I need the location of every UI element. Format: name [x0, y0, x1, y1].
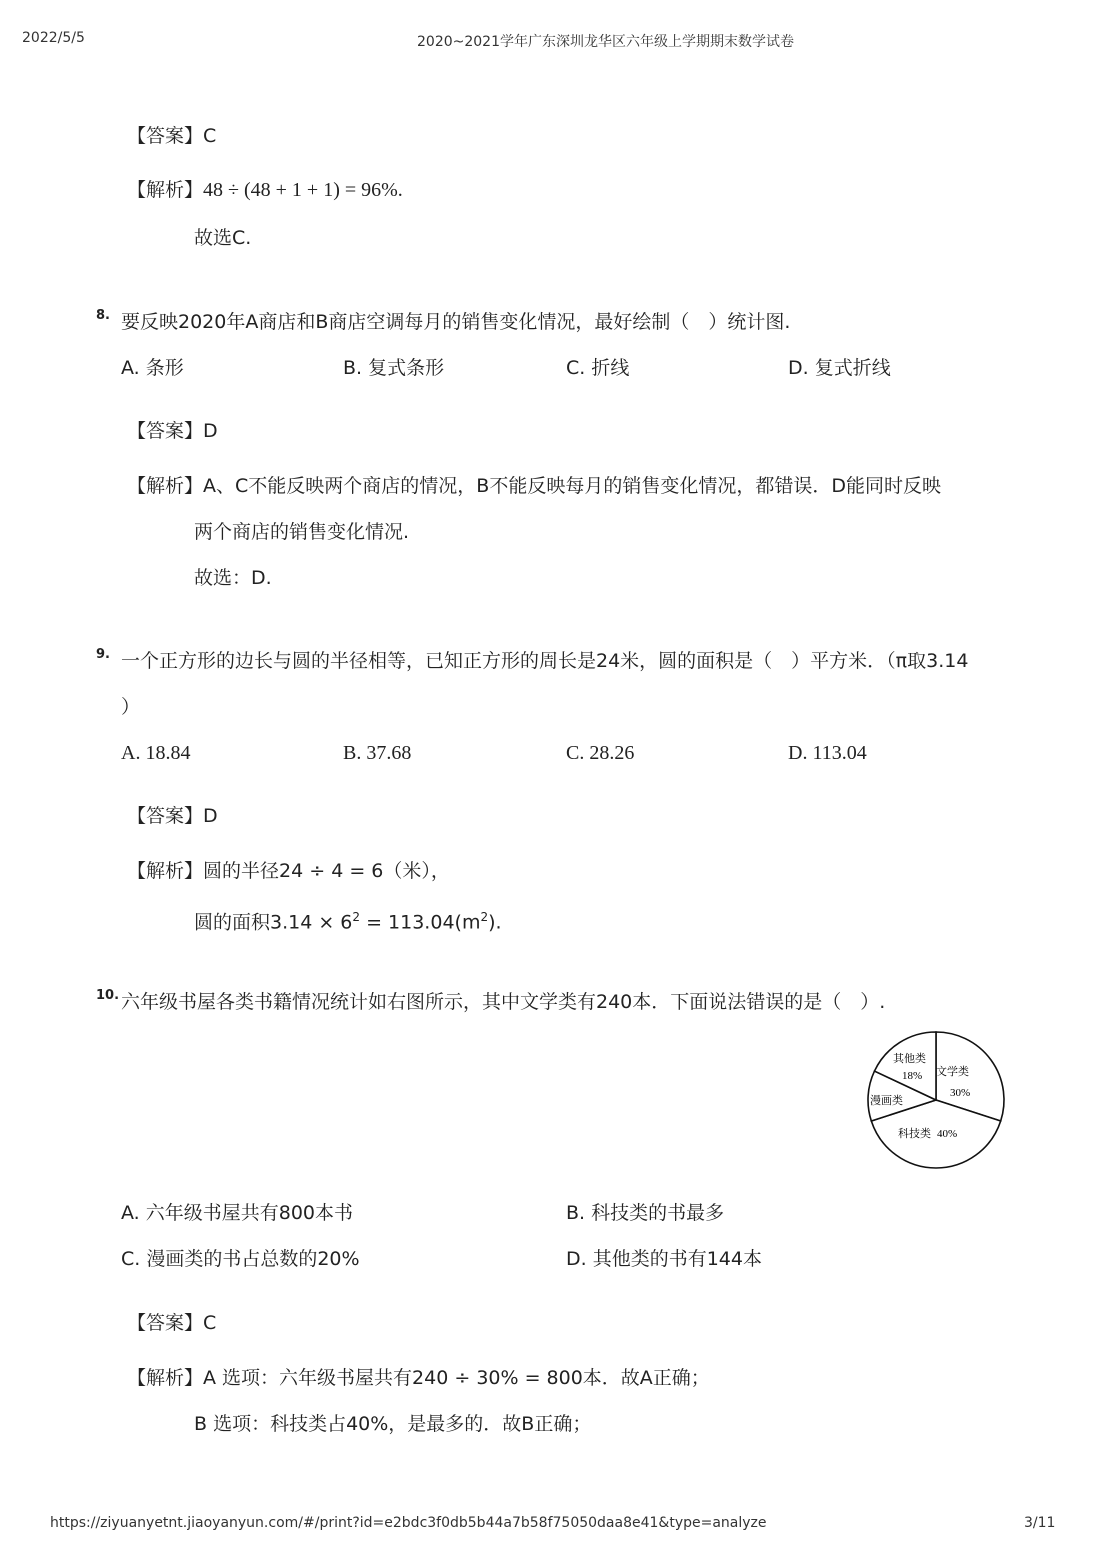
answer-value: D: [203, 805, 218, 827]
formula-part: ).: [488, 911, 502, 934]
q10-answer: [127, 1311, 216, 1335]
pie-label-qita: 其他类: [893, 1052, 926, 1065]
analysis-label: 【解析】: [127, 1367, 204, 1389]
formula-part: = 113.04(m: [360, 911, 481, 934]
q9-stem: 一个正方形的边长与圆的半径相等，已知正方形的周长是24米，圆的面积是（ ）平方米．（π取3.14: [121, 650, 969, 672]
q10-option-d: D. 其他类的书有144本: [566, 1248, 762, 1270]
answer-label: 【答案】: [127, 125, 204, 147]
analysis-text: A 选项：六年级书屋共有240 ÷ 30% = 800本．故A正确；: [203, 1367, 710, 1389]
analysis-text: 圆的半径24 ÷ 4 = 6（米），: [203, 860, 450, 882]
answer-value: C: [203, 125, 217, 147]
formula-exponent: 2: [480, 910, 489, 924]
answer-value: C: [203, 1312, 217, 1334]
footer-url[interactable]: https://ziyuanyetnt.jiaoyanyun.com/#/print?id=e2bdc3f0db5b44a7b58f75050daa8e41&type=analyze: [50, 1515, 767, 1531]
pie-pct-qita: 18%: [902, 1070, 923, 1082]
analysis-label: 【解析】: [127, 179, 204, 201]
answer-label: 【答案】: [127, 420, 204, 442]
pie-label-manhua: 漫画类: [870, 1094, 903, 1107]
q8-answer: [127, 419, 218, 443]
q9-option-c: C. 28.26: [566, 742, 635, 764]
q9-answer: [127, 804, 218, 828]
q9-option-b: B. 37.68: [343, 742, 412, 764]
q7-conclusion: 故选C.: [194, 227, 252, 249]
analysis-label: 【解析】: [127, 860, 204, 882]
q8-option-a: A. 条形: [121, 357, 184, 379]
q10-analysis: [127, 1366, 710, 1390]
pie-pct-keji: 40%: [937, 1128, 958, 1140]
q9-option-a: A. 18.84: [121, 742, 191, 764]
q8-analysis: [127, 474, 941, 498]
formula-part: 圆的面积3.14 × 6: [194, 911, 353, 934]
q8-option-c: C. 折线: [566, 357, 630, 379]
pie-pct-wenxue: 30%: [950, 1087, 971, 1099]
q10-option-a: A. 六年级书屋共有800本书: [121, 1202, 354, 1224]
q9-area-formula: [194, 905, 502, 934]
q7-answer: [127, 124, 216, 148]
q8-option-d: D. 复式折线: [788, 357, 891, 379]
pie-label-keji: 科技类: [898, 1127, 931, 1140]
question-number-9: 9.: [96, 647, 110, 662]
pie-label-wenxue: 文学类: [936, 1065, 969, 1078]
page-number: 3/11: [1024, 1515, 1056, 1531]
q7-analysis: [127, 178, 403, 202]
answer-label: 【答案】: [127, 805, 204, 827]
question-number-8: 8.: [96, 308, 110, 323]
answer-value: D: [203, 420, 218, 442]
q10-analysis-line2: B 选项：科技类占40%，是最多的．故B正确；: [194, 1413, 592, 1435]
q8-conclusion: 故选：D.: [194, 567, 272, 589]
q9-stem-line2: ）: [121, 696, 141, 718]
analysis-text: A、C不能反映两个商店的情况，B不能反映每月的销售变化情况，都错误．D能同时反映: [203, 475, 941, 497]
analysis-formula: 48 ÷ (48 + 1 + 1) = 96%.: [203, 179, 403, 201]
q10-option-c: C. 漫画类的书占总数的20%: [121, 1248, 360, 1270]
q10-stem: 六年级书屋各类书籍情况统计如右图所示，其中文学类有240本．下面说法错误的是（ ）.: [121, 991, 886, 1013]
formula-exponent: 2: [352, 910, 361, 924]
answer-label: 【答案】: [127, 1312, 204, 1334]
q8-analysis-line2: 两个商店的销售变化情况.: [194, 521, 410, 543]
document-title: 2020~2021学年广东深圳龙华区六年级上学期期末数学试卷: [417, 34, 794, 50]
print-date: 2022/5/5: [22, 30, 85, 46]
analysis-label: 【解析】: [127, 475, 204, 497]
q10-option-b: B. 科技类的书最多: [566, 1202, 725, 1224]
pie-chart: [860, 1026, 1012, 1174]
q9-analysis: [127, 859, 450, 883]
q9-option-d: D. 113.04: [788, 742, 867, 764]
question-number-10: 10.: [96, 988, 120, 1003]
q8-stem: 要反映2020年A商店和B商店空调每月的销售变化情况，最好绘制（ ）统计图.: [121, 311, 791, 333]
q8-option-b: B. 复式条形: [343, 357, 445, 379]
